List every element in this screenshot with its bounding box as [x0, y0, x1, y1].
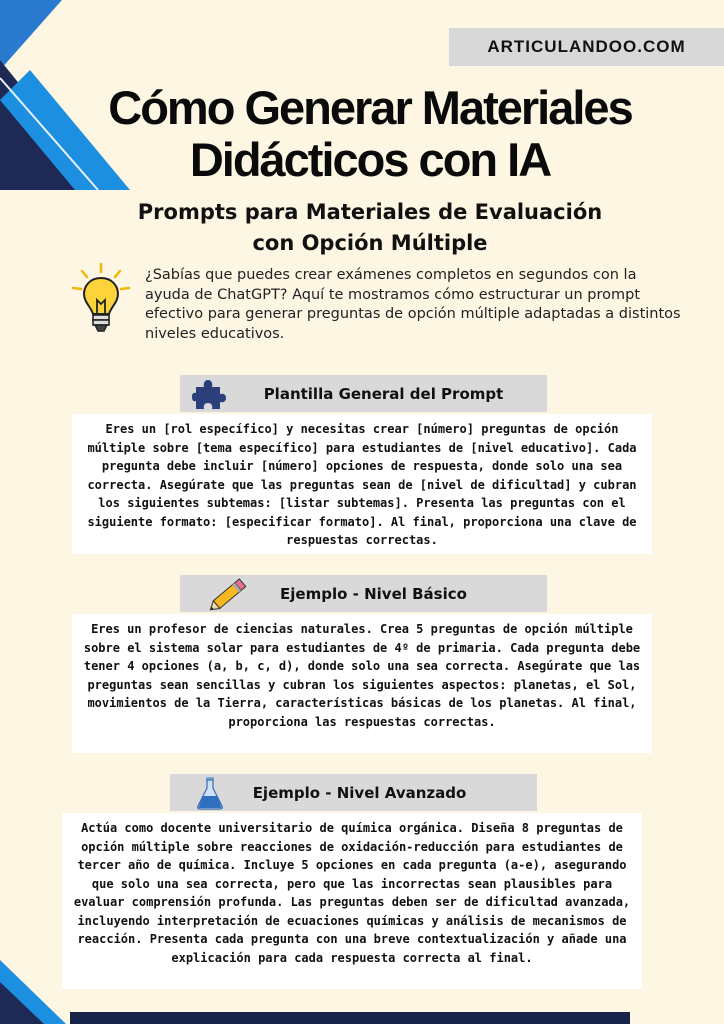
site-name: ARTICULANDOO.COM — [487, 37, 686, 56]
prompt-text: Actúa como docente universitario de química orgánica. Diseña 8 preguntas de opción múltiple sobre reacciones de oxidación-reducción para estudiantes de tercer año de química. Incluye 5 opciones en cada pregunta (a-e), asegurando que solo una sea correcta, pero que las incorrectas sean plausibles para evaluar comprensión profunda. Las preguntas deben ser de dificultad avanzada, incluyendo interpretación de ecuaciones químicas y análisis de mecanismos de reacción. Presenta cada pregunta con una breve contextualización y añade una explicación para cada respuesta correcta al final. — [73, 821, 631, 965]
section-header-advanced — [170, 774, 537, 811]
prompt-text: Eres un profesor de ciencias naturales. Crea 5 preguntas de opción múltiple sobre el sistema solar para estudiantes de 4º de primaria. Cada pregunta debe tener 4 opciones (a, b, c, d), donde solo una sea correcta. Asegúrate que las preguntas sean sencillas y cubran los siguientes aspectos: planetas, el Sol, movimientos de la Tierra, características básicas de los planetas. Al final, proporciona las respuestas correctas. — [83, 622, 641, 729]
section-heading: Ejemplo - Nivel Avanzado — [252, 783, 467, 802]
section-heading: Plantilla General del Prompt — [263, 384, 504, 403]
page-title — [40, 82, 700, 186]
subtitle-line-1: Prompts para Materiales de Evaluación — [137, 200, 603, 224]
lightbulb-icon — [70, 262, 132, 338]
pencil-icon — [205, 575, 251, 615]
intro-paragraph: ¿Sabías que puedes crear exámenes completos en segundos con la ayuda de ChatGPT? Aquí te mostramos cómo estructurar un prompt efectivo para generar preguntas de opción múltiple adaptadas a distintos niveles educativos. — [145, 267, 681, 342]
section-heading: Ejemplo - Nivel Básico — [280, 584, 467, 603]
title-line-2: Didácticos con IA — [189, 133, 551, 186]
section-header-template — [180, 375, 547, 412]
puzzle-icon — [192, 377, 226, 411]
prompt-box-advanced — [62, 813, 642, 989]
site-badge — [449, 28, 724, 66]
prompt-box-basic — [72, 614, 652, 753]
prompt-text: Eres un [rol específico] y necesitas crear [número] preguntas de opción múltiple sobre [tema específico] para estudiantes de [nivel educativo]. Cada pregunta debe incluir [número] opciones de respuesta, donde solo una sea correcta. Asegúrate que las preguntas sean de [nivel de dificultad] y cubran los siguientes subtemas: [listar subtemas]. Presenta las preguntas con el siguiente formato: [especificar formato]. Al final, proporciona una clave de respuestas correctas. — [87, 422, 637, 547]
bottom-bar — [70, 1012, 630, 1024]
subtitle-line-2: con Opción Múltiple — [252, 231, 488, 255]
title-line-1: Cómo Generar Materiales — [108, 81, 632, 134]
page-subtitle — [40, 197, 700, 259]
prompt-box-template — [72, 414, 652, 554]
flask-icon — [196, 776, 224, 810]
